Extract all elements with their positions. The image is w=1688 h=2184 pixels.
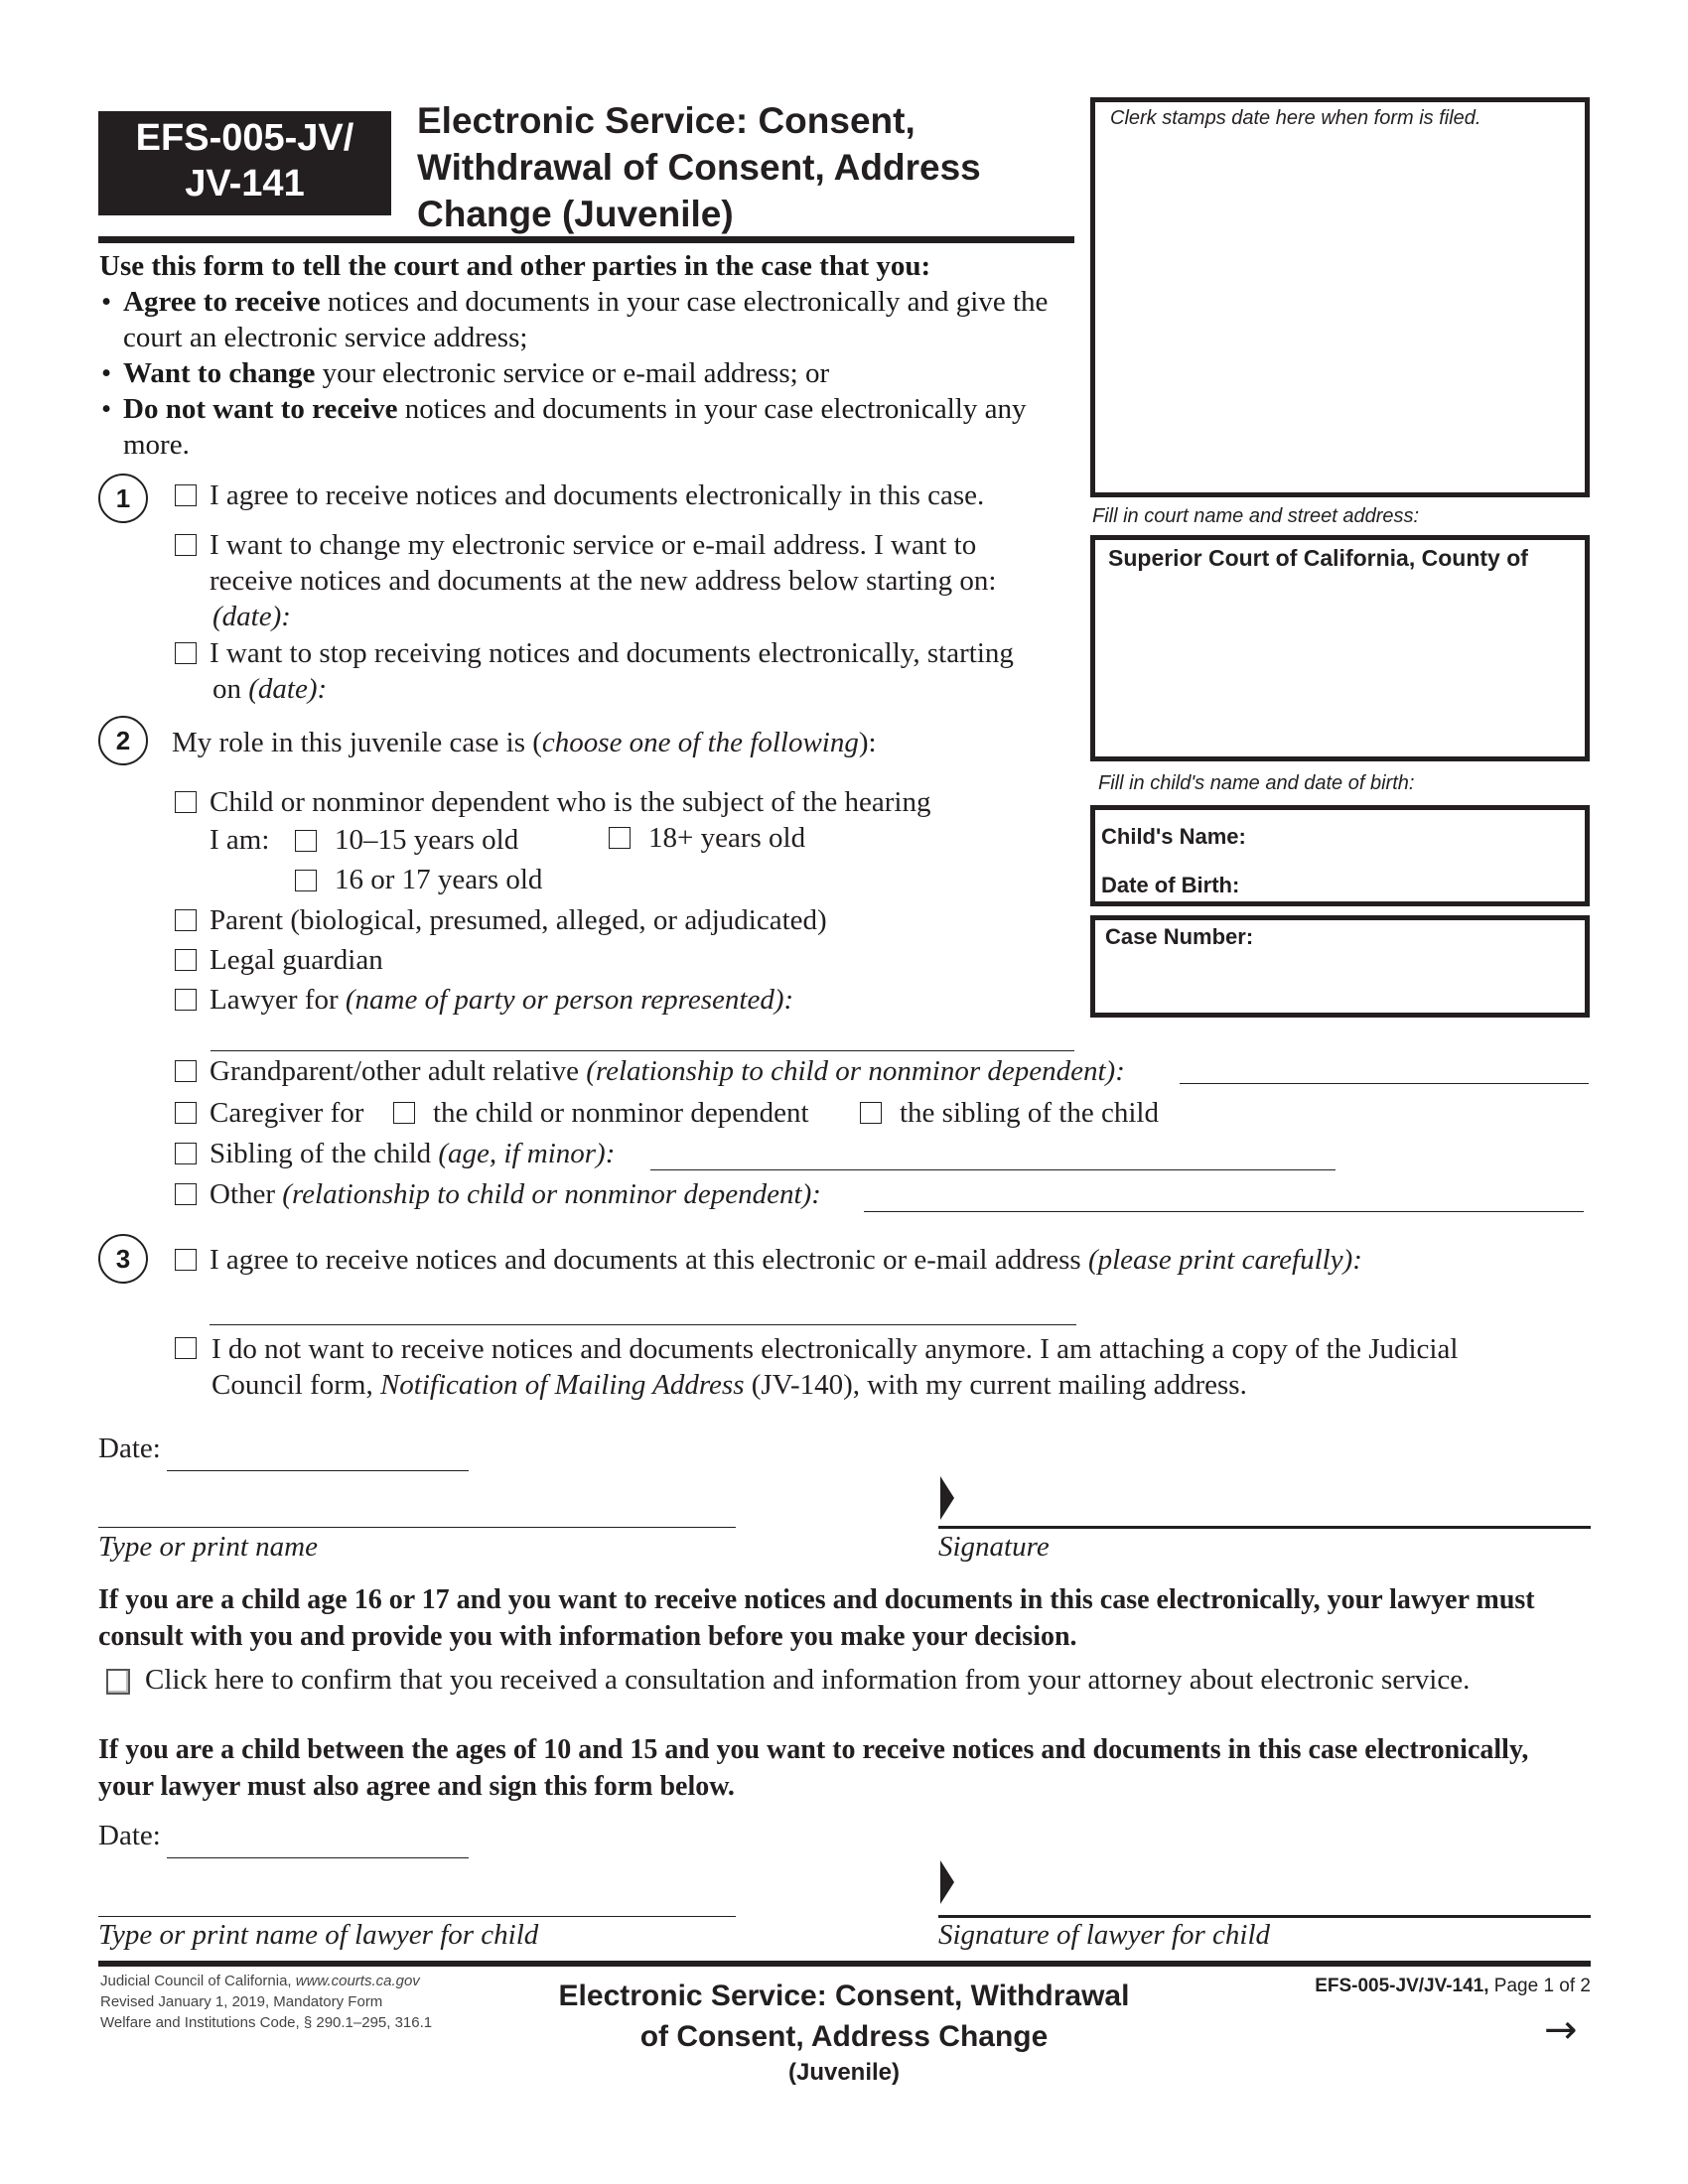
case-number-label: Case Number: <box>1105 924 1254 949</box>
intro-bullet-bold: Agree to receive <box>123 286 321 318</box>
bullet-icon: • <box>101 286 112 318</box>
agree-email-hint: (please print carefully): <box>1087 1244 1362 1276</box>
other-hint: (relationship to child or nonminor dependent): <box>282 1178 821 1210</box>
on-text: on <box>212 673 249 705</box>
checkbox-age-16-17[interactable] <box>295 870 317 891</box>
role-prompt-end: ): <box>858 727 877 758</box>
option-agree-electronic-label: I agree to receive notices and documents electronically in this case. <box>210 479 985 511</box>
checkbox-agree-email-address[interactable] <box>175 1249 197 1271</box>
checkbox-role-caregiver[interactable] <box>175 1102 197 1124</box>
form-title-line1: Electronic Service: Consent, <box>417 100 915 141</box>
option-change-address-line1: I want to change my electronic service or e-mail address. I want to <box>210 529 977 561</box>
date-input-line[interactable] <box>167 1470 469 1471</box>
sibling-text: Sibling of the child <box>210 1138 439 1169</box>
opt-out-text-a: Council form, <box>211 1369 380 1401</box>
form-id-line1: EFS-005-JV/ <box>135 117 354 159</box>
lawyer-date-label: Date: <box>98 1820 161 1851</box>
opt-out-line1: I do not want to receive notices and documents electronically anymore. I am attaching a copy of the Judicial <box>211 1333 1459 1365</box>
footer-title-line3: (Juvenile) <box>787 2059 901 2086</box>
sibling-age-input-line[interactable] <box>650 1169 1336 1170</box>
date-hint: (date): <box>248 673 328 705</box>
intro-bullet-text: notices and documents in your case electronically and give the court an electronic service address; <box>123 286 1049 353</box>
age-10-15-label: 10–15 years old <box>335 824 519 856</box>
checkbox-opt-out[interactable] <box>175 1337 197 1359</box>
intro-instructions <box>99 248 1082 463</box>
email-address-input-line[interactable] <box>210 1324 1076 1325</box>
jv-140-form-title: Notification of Mailing Address <box>379 1369 745 1401</box>
child-hint: Fill in child's name and date of birth: <box>1098 772 1415 794</box>
bullet-icon: • <box>101 357 112 389</box>
child-name-label: Child's Name: <box>1101 824 1246 849</box>
footer-publisher-line1 <box>100 1971 432 1991</box>
role-grandparent-label <box>210 1053 1125 1089</box>
checkbox-agree-electronic[interactable] <box>175 484 197 506</box>
grandparent-relationship-input-line[interactable] <box>1180 1083 1589 1084</box>
next-page-arrow-icon[interactable]: → <box>1544 2007 1578 2053</box>
intro-bullets <box>99 284 1082 463</box>
lawyer-signature-arrow-icon <box>940 1860 954 1904</box>
confirm-consultation-label: Click here to confirm that you received a consultation and information from your attorney about electronic service. <box>145 1664 1471 1696</box>
consult-notice-10-15: If you are a child between the ages of 10 and 15 and you want to receive notices and documents in this case electronically, your lawyer must also agree and sign this form below. <box>98 1734 1529 1802</box>
checkbox-caregiver-sibling[interactable] <box>860 1102 882 1124</box>
role-child-label: Child or nonminor dependent who is the subject of the hearing <box>210 786 931 818</box>
checkbox-role-sibling[interactable] <box>175 1143 197 1164</box>
caregiver-sibling-label: the sibling of the child <box>900 1097 1159 1129</box>
checkbox-change-address[interactable] <box>175 534 197 556</box>
other-text: Other <box>210 1178 283 1210</box>
intro-bullet-agree <box>99 284 1082 355</box>
role-other-label <box>210 1176 821 1212</box>
option-stop-electronic-line2 <box>212 671 327 707</box>
role-prompt-text: My role in this juvenile case is ( <box>172 727 542 758</box>
lawyer-signature-input-line[interactable] <box>938 1915 1591 1918</box>
role-parent-label: Parent (biological, presumed, alleged, or adjudicated) <box>210 904 827 936</box>
lawyer-date-input-line[interactable] <box>167 1857 469 1858</box>
intro-bullet-text: your electronic service or e-mail address; or <box>315 357 830 389</box>
date-hint: (date): <box>212 601 291 632</box>
header-divider <box>98 236 1074 243</box>
checkbox-role-legal-guardian[interactable] <box>175 949 197 971</box>
opt-out-line2 <box>211 1367 1247 1403</box>
checkbox-caregiver-child[interactable] <box>393 1102 415 1124</box>
checkbox-role-other[interactable] <box>175 1183 197 1205</box>
lawyer-print-name-label: Type or print name of lawyer for child <box>98 1919 539 1951</box>
signature-arrow-icon <box>940 1476 954 1520</box>
agree-email-text: I agree to receive notices and documents at this electronic or e-mail address <box>210 1244 1088 1276</box>
option-change-address-line2: receive notices and documents at the new address below starting on: <box>210 565 997 597</box>
lawyer-for-text: Lawyer for <box>210 984 346 1016</box>
section-3-number: 3 <box>98 1234 148 1284</box>
print-name-input-line[interactable] <box>98 1527 736 1528</box>
age-16-17-label: 16 or 17 years old <box>335 864 543 895</box>
caregiver-child-label: the child or nonminor dependent <box>433 1097 809 1129</box>
page-number: Page 1 of 2 <box>1488 1976 1591 1996</box>
lawyer-for-input-line[interactable] <box>211 1050 1074 1051</box>
clerk-stamp-box[interactable] <box>1090 97 1590 497</box>
footer-divider <box>98 1961 1591 1967</box>
date-label: Date: <box>98 1433 161 1464</box>
checkbox-role-parent[interactable] <box>175 909 197 931</box>
intro-bullet-text: notices and documents in your case electronically any more. <box>123 393 1027 461</box>
agree-email-address-label <box>210 1242 1362 1278</box>
form-id-line2: JV-141 <box>185 163 305 205</box>
court-name-label: Superior Court of California, County of <box>1108 545 1528 571</box>
role-legal-guardian-label: Legal guardian <box>210 944 383 976</box>
consult-notice-16-17: If you are a child age 16 or 17 and you want to receive notices and documents in this case electronically, your lawyer must consult with you and provide you with information before you make your decision. <box>98 1584 1535 1652</box>
lawyer-print-name-input-line[interactable] <box>98 1916 736 1917</box>
checkbox-role-child[interactable] <box>175 791 197 813</box>
date-of-birth-label: Date of Birth: <box>1101 873 1240 897</box>
opt-out-text-b: (JV-140), with my current mailing address. <box>744 1369 1247 1401</box>
checkbox-role-grandparent[interactable] <box>175 1060 197 1082</box>
section-1-number: 1 <box>98 474 148 523</box>
courts-website-link[interactable]: www.courts.ca.gov <box>295 1973 420 1989</box>
form-title-line3: Change (Juvenile) <box>417 194 734 234</box>
footer-form-id: EFS-005-JV/JV-141, <box>1315 1976 1489 1996</box>
form-title <box>417 97 1072 237</box>
child-info-field[interactable] <box>1090 805 1590 906</box>
intro-bullet-bold: Want to change <box>123 357 316 389</box>
role-sibling-label <box>210 1136 615 1171</box>
intro-lead: Use this form to tell the court and other parties in the case that you: <box>99 250 931 282</box>
age-18-plus-label: 18+ years old <box>648 822 806 854</box>
footer-form-title <box>496 1976 1192 2089</box>
form-title-line2: Withdrawal of Consent, Address <box>417 147 981 188</box>
court-name-field[interactable] <box>1090 535 1590 761</box>
footer-revision-date: Revised January 1, 2019, Mandatory Form <box>100 1993 383 2010</box>
role-lawyer-label <box>210 982 793 1018</box>
option-change-date-label <box>212 599 291 634</box>
checkbox-role-lawyer[interactable] <box>175 989 197 1011</box>
sibling-hint: (age, if minor): <box>438 1138 616 1169</box>
print-name-label: Type or print name <box>98 1531 318 1563</box>
other-relationship-input-line[interactable] <box>864 1211 1584 1212</box>
checkbox-age-10-15[interactable] <box>295 830 317 852</box>
lawyer-signature-label: Signature of lawyer for child <box>938 1919 1271 1951</box>
footer-publisher-info <box>100 1971 432 2033</box>
intro-bullet-stop <box>99 391 1082 463</box>
intro-bullet-bold: Do not want to receive <box>123 393 398 425</box>
footer-title-line1: Electronic Service: Consent, Withdrawal <box>558 1979 1130 2012</box>
checkbox-age-18-plus[interactable] <box>609 827 631 849</box>
lawyer-for-hint: (name of party or person represented): <box>345 984 794 1016</box>
signature-input-line[interactable] <box>938 1526 1591 1529</box>
case-number-field[interactable] <box>1090 915 1590 1018</box>
grandparent-hint: (relationship to child or nonminor dependent): <box>586 1055 1125 1087</box>
role-caregiver-label: Caregiver for <box>210 1097 364 1129</box>
signature-label: Signature <box>938 1531 1050 1563</box>
footer-page-info <box>1192 1976 1591 1997</box>
form-id-badge <box>98 111 391 215</box>
footer-legal-code: Welfare and Institutions Code, § 290.1–295, 316.1 <box>100 2014 433 2031</box>
bullet-icon: • <box>101 393 112 425</box>
clerk-stamp-hint: Clerk stamps date here when form is filed. <box>1110 107 1481 129</box>
section-2-number: 2 <box>98 716 148 765</box>
i-am-label: I am: <box>210 824 270 856</box>
checkbox-stop-electronic[interactable] <box>175 642 197 664</box>
publisher-name: Judicial Council of California, <box>100 1973 296 1989</box>
grandparent-text: Grandparent/other adult relative <box>210 1055 587 1087</box>
role-prompt <box>172 725 877 760</box>
intro-bullet-change <box>99 355 1082 391</box>
option-stop-electronic-line1: I want to stop receiving notices and documents electronically, starting <box>210 637 1014 669</box>
role-prompt-italic: choose one of the following <box>541 727 859 758</box>
court-hint: Fill in court name and street address: <box>1092 505 1420 527</box>
footer-title-line2: of Consent, Address Change <box>639 2020 1049 2053</box>
checkbox-confirm-consultation[interactable] <box>106 1669 130 1695</box>
